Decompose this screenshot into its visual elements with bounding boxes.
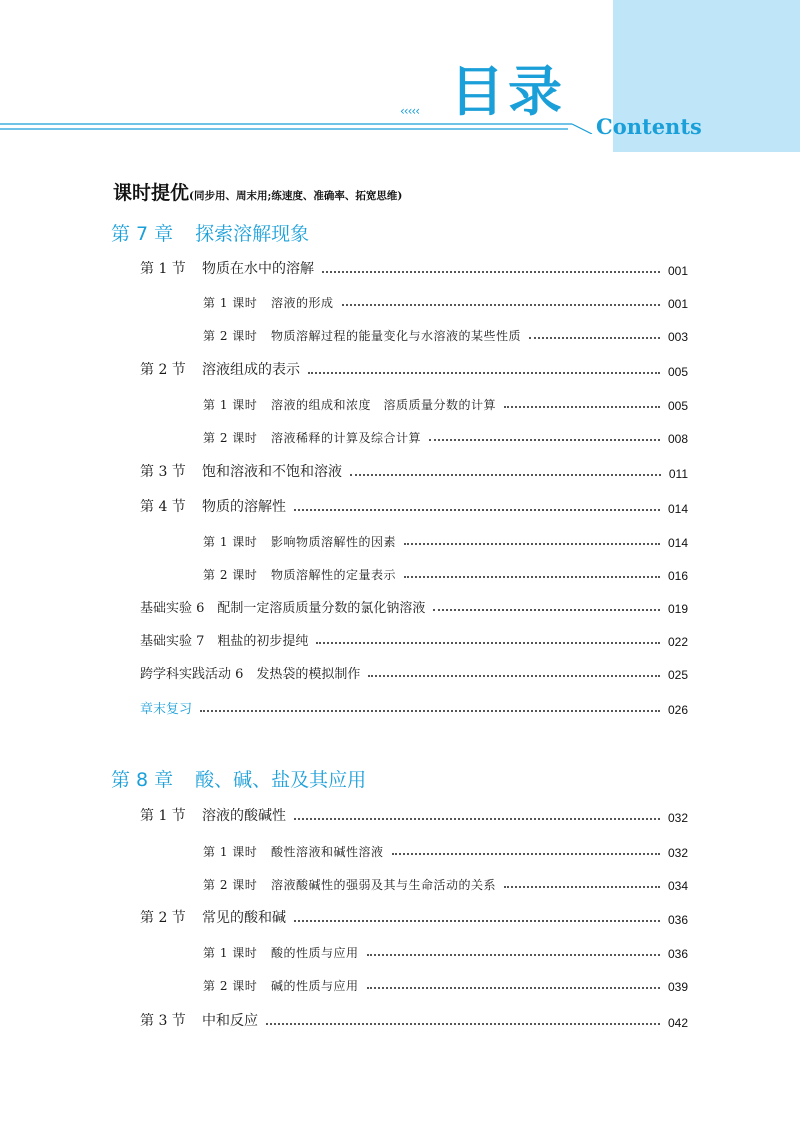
entry-title: 碱的性质与应用 bbox=[271, 979, 359, 993]
dot-leader bbox=[367, 987, 660, 989]
chapter-heading[interactable] bbox=[111, 219, 309, 246]
page-number: 001 bbox=[667, 264, 688, 278]
entry-number: 第 4 节 bbox=[140, 499, 186, 515]
toc-entry-activity[interactable] bbox=[140, 662, 688, 682]
dot-leader bbox=[316, 642, 660, 644]
dot-leader bbox=[350, 474, 661, 476]
entry-title: 物质溶解过程的能量变化与水溶液的某些性质 bbox=[271, 329, 522, 343]
entry-number: 第 1 节 bbox=[140, 261, 186, 277]
page-number: 025 bbox=[667, 668, 688, 682]
dot-leader bbox=[342, 304, 660, 306]
dot-leader bbox=[200, 710, 660, 712]
entry-title: 溶液的形成 bbox=[271, 296, 334, 310]
page-number: 032 bbox=[667, 846, 688, 860]
page-title: 目录 bbox=[450, 60, 566, 123]
toc-entry-review[interactable] bbox=[140, 697, 688, 717]
entry-number: 第 2 课时 bbox=[203, 329, 258, 343]
toc-entry-lesson[interactable] bbox=[203, 530, 688, 550]
dot-leader bbox=[308, 372, 660, 374]
entry-title: 物质溶解性的定量表示 bbox=[271, 568, 397, 582]
toc-entry-experiment[interactable] bbox=[140, 629, 688, 649]
toc-entry-section[interactable] bbox=[140, 805, 688, 825]
page-number: 005 bbox=[667, 365, 688, 379]
toc-entry-lesson[interactable] bbox=[203, 393, 688, 413]
entry-title: 跨学科实践活动 6 发热袋的模拟制作 bbox=[140, 667, 361, 682]
entry-number: 第 2 课时 bbox=[203, 431, 258, 445]
dot-leader bbox=[322, 271, 660, 273]
page-number: 022 bbox=[667, 635, 688, 649]
entry-number: 第 1 课时 bbox=[203, 535, 258, 549]
page-number: 014 bbox=[667, 536, 688, 550]
entry-number: 第 3 节 bbox=[140, 464, 186, 480]
page-number: 032 bbox=[667, 811, 688, 825]
toc-entry-lesson[interactable] bbox=[203, 873, 688, 893]
page-number: 019 bbox=[667, 602, 688, 616]
chapter-heading[interactable] bbox=[111, 765, 366, 792]
toc-entry-section[interactable] bbox=[140, 496, 688, 516]
entry-title: 中和反应 bbox=[202, 1013, 258, 1029]
page-number: 036 bbox=[667, 913, 688, 927]
page-subtitle: Contents bbox=[596, 114, 702, 139]
page-number: 005 bbox=[667, 399, 688, 413]
chapter-number: 第 7 章 bbox=[111, 223, 174, 245]
page-number: 039 bbox=[667, 980, 688, 994]
entry-title: 酸的性质与应用 bbox=[271, 946, 359, 960]
section-title: 课时提优 bbox=[113, 182, 190, 204]
toc-entry-section[interactable] bbox=[140, 359, 688, 379]
entry-title: 酸性溶液和碱性溶液 bbox=[271, 845, 384, 859]
dot-leader bbox=[504, 886, 660, 888]
entry-title: 溶液的组成和浓度 溶质质量分数的计算 bbox=[271, 398, 497, 412]
entry-title: 物质的溶解性 bbox=[202, 499, 286, 515]
section-note: (同步用、周末用;练速度、准确率、拓宽思维) bbox=[189, 190, 403, 202]
toc-entry-lesson[interactable] bbox=[203, 291, 688, 311]
entry-number: 第 1 课时 bbox=[203, 296, 258, 310]
toc-entry-section[interactable] bbox=[140, 461, 688, 481]
entry-title: 章末复习 bbox=[140, 702, 193, 717]
chapter-title: 酸、碱、盐及其应用 bbox=[195, 769, 367, 791]
dot-leader bbox=[433, 609, 660, 611]
toc-entry-experiment[interactable] bbox=[140, 596, 688, 616]
toc-entry-lesson[interactable] bbox=[203, 324, 688, 344]
entry-number: 第 2 课时 bbox=[203, 878, 258, 892]
entry-number: 第 2 节 bbox=[140, 910, 186, 926]
dot-leader bbox=[367, 954, 660, 956]
entry-title: 基础实验 6 配制一定溶质质量分数的氯化钠溶液 bbox=[140, 601, 426, 616]
dot-leader bbox=[429, 439, 660, 441]
page-number: 016 bbox=[667, 569, 688, 583]
dot-leader bbox=[368, 675, 660, 677]
entry-number: 第 2 节 bbox=[140, 362, 186, 378]
toc-entry-section[interactable] bbox=[140, 258, 688, 278]
toc-entry-lesson[interactable] bbox=[203, 563, 688, 583]
page-number: 001 bbox=[667, 297, 688, 311]
entry-title: 溶液酸碱性的强弱及其与生命活动的关系 bbox=[271, 878, 497, 892]
dot-leader bbox=[504, 406, 660, 408]
chevrons-decoration: ‹‹‹‹‹ bbox=[400, 104, 419, 118]
toc-entry-lesson[interactable] bbox=[203, 974, 688, 994]
entry-number: 第 2 课时 bbox=[203, 979, 258, 993]
chapter-title: 探索溶解现象 bbox=[195, 223, 310, 245]
entry-number: 第 1 课时 bbox=[203, 398, 258, 412]
chapter-number: 第 8 章 bbox=[111, 769, 174, 791]
toc-entry-section[interactable] bbox=[140, 907, 688, 927]
page-number: 003 bbox=[667, 330, 688, 344]
entry-title: 物质在水中的溶解 bbox=[202, 261, 314, 277]
entry-title: 饱和溶液和不饱和溶液 bbox=[202, 464, 342, 480]
dot-leader bbox=[266, 1023, 660, 1025]
entry-title: 常见的酸和碱 bbox=[202, 910, 286, 926]
entry-title: 溶液组成的表示 bbox=[202, 362, 300, 378]
dot-leader bbox=[294, 818, 660, 820]
toc-entry-section[interactable] bbox=[140, 1010, 688, 1030]
page-number: 036 bbox=[667, 947, 688, 961]
section-heading bbox=[113, 178, 402, 205]
page-number: 014 bbox=[667, 502, 688, 516]
page-number: 011 bbox=[668, 467, 688, 481]
entry-number: 第 2 课时 bbox=[203, 568, 258, 582]
entry-number: 第 3 节 bbox=[140, 1013, 186, 1029]
entry-title: 影响物质溶解性的因素 bbox=[271, 535, 397, 549]
entry-title: 溶液稀释的计算及综合计算 bbox=[271, 431, 422, 445]
page-number: 026 bbox=[667, 703, 688, 717]
entry-number: 第 1 课时 bbox=[203, 845, 258, 859]
dot-leader bbox=[392, 853, 660, 855]
dot-leader bbox=[404, 576, 660, 578]
dot-leader bbox=[404, 543, 660, 545]
page-number: 008 bbox=[667, 432, 688, 446]
toc-entry-lesson[interactable] bbox=[203, 426, 688, 446]
entry-title: 基础实验 7 粗盐的初步提纯 bbox=[140, 634, 309, 649]
dot-leader bbox=[294, 920, 660, 922]
page-number: 042 bbox=[667, 1016, 688, 1030]
entry-number: 第 1 课时 bbox=[203, 946, 258, 960]
entry-number: 第 1 节 bbox=[140, 808, 186, 824]
entry-title: 溶液的酸碱性 bbox=[202, 808, 286, 824]
toc-entry-lesson[interactable] bbox=[203, 941, 688, 961]
page-number: 034 bbox=[667, 879, 688, 893]
toc-entry-lesson[interactable] bbox=[203, 840, 688, 860]
dot-leader bbox=[294, 509, 660, 511]
dot-leader bbox=[529, 337, 660, 339]
